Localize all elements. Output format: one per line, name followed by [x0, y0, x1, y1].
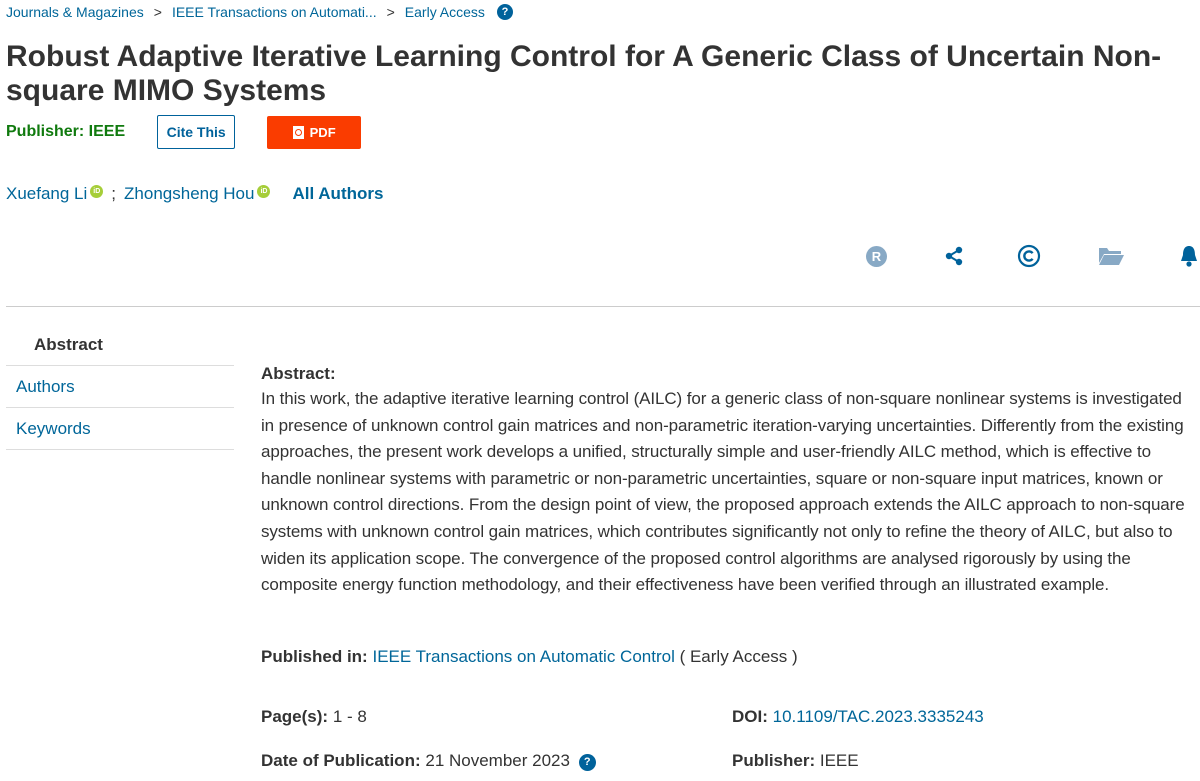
meta-publisher-value: IEEE [819, 751, 859, 770]
sidenav-item-keywords[interactable]: Keywords [6, 408, 234, 450]
doi-link[interactable]: 10.1109/TAC.2023.3335243 [772, 707, 984, 726]
pages-value: 1 - 8 [332, 707, 367, 726]
copyright-icon[interactable] [1016, 242, 1042, 270]
pdf-file-icon [293, 126, 304, 139]
publisher-field [732, 751, 859, 771]
title-actions-row [6, 114, 361, 150]
breadcrumb-separator: > [153, 4, 162, 20]
orcid-icon[interactable]: iD [90, 185, 103, 198]
breadcrumb-journals-magazines[interactable]: Journals & Magazines [6, 4, 144, 20]
pdf-button[interactable] [267, 116, 361, 149]
date-of-publication-field [261, 751, 596, 772]
all-authors-link[interactable]: All Authors [292, 184, 384, 203]
section-divider [6, 306, 1200, 307]
bell-icon[interactable] [1178, 242, 1200, 270]
journal-link[interactable]: IEEE Transactions on Automatic Control [372, 647, 675, 666]
pages-field [261, 707, 367, 727]
date-of-publication-value: 21 November 2023 [425, 751, 570, 770]
authors-line [6, 184, 383, 204]
breadcrumb-journal[interactable]: IEEE Transactions on Automati... [171, 4, 377, 20]
author-link[interactable]: Zhongsheng Hou [124, 184, 255, 203]
breadcrumb [6, 2, 513, 22]
article-toolbar [0, 242, 1200, 272]
page-title: Robust Adaptive Iterative Learning Control for A Generic Class of Uncertain Non-square MIMO Systems [6, 40, 1162, 107]
question-circle-icon[interactable]: ? [497, 4, 513, 20]
orcid-icon[interactable]: iD [257, 185, 270, 198]
doi-label: DOI: [732, 707, 768, 726]
cite-this-button[interactable]: Cite This [157, 115, 235, 149]
rights-r-icon[interactable]: R [866, 246, 887, 267]
sidenav-item-authors[interactable]: Authors [6, 366, 234, 408]
publisher-label: Publisher: IEEE [6, 123, 126, 140]
share-icon[interactable] [944, 242, 964, 270]
meta-publisher-label: Publisher: [732, 751, 816, 770]
abstract-heading: Abstract: [261, 364, 336, 383]
author-link[interactable]: Xuefang Li [6, 184, 88, 203]
sidenav-item-abstract[interactable]: Abstract [6, 324, 234, 366]
published-in-label: Published in: [261, 647, 368, 666]
pdf-button-label: PDF [309, 124, 336, 140]
abstract-text: In this work, the adaptive iterative learning control (AILC) for a generic class of non-square nonlinear systems is investigated in presence of unknown control gain matrices and non-parametric iteration-varying uncertainties. Differently from the existing approaches, the present work develops a unified, structurally simple and user-friendly AILC method, which is effective to handle nonlinear systems with parametric or non-parametric uncertainties, square or non-square input matrices, known or unknown control directions. From the design point of view, the proposed approach extends the AILC approach to non-square systems with unknown control gain matrices, which contributes significantly not only to refine the theory of AILC, but also to widen its application scope. The convergence of the proposed control algorithms are analysed rigorously by using the composite energy function methodology, and their effectiveness have been verified through an illustrated example. [261, 389, 1185, 595]
publication-status: ( Early Access ) [679, 647, 798, 666]
breadcrumb-early-access[interactable]: Early Access [404, 4, 485, 20]
date-of-publication-label: Date of Publication: [261, 751, 421, 770]
doi-field [732, 707, 984, 727]
author-separator: ; [111, 184, 117, 203]
question-circle-icon[interactable]: ? [579, 754, 596, 771]
breadcrumb-separator: > [386, 4, 395, 20]
abstract-section [261, 364, 1196, 599]
document-sidenav [6, 324, 234, 450]
published-in [261, 647, 798, 667]
pages-label: Page(s): [261, 707, 329, 726]
folder-icon[interactable] [1096, 242, 1126, 270]
